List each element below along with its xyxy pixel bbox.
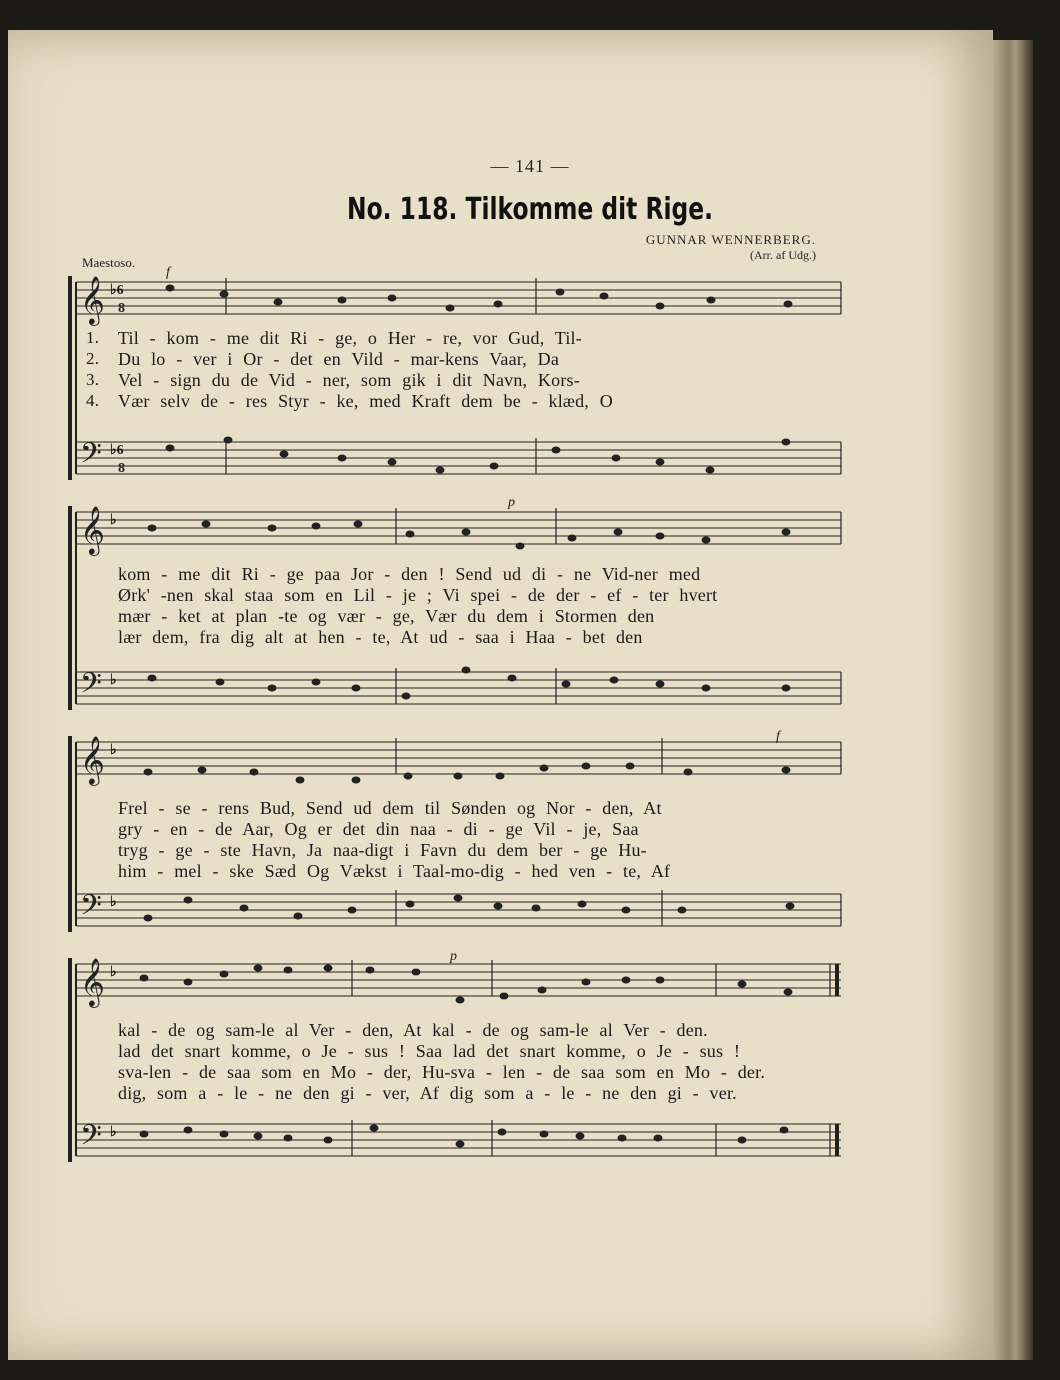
treble-clef-icon: 𝄞 (80, 738, 105, 784)
svg-text:♭: ♭ (110, 673, 117, 688)
hymn-title: No. 118. Tilkomme dit Rige. (346, 192, 714, 227)
svg-text:♭: ♭ (110, 1125, 117, 1140)
bass-staff-1 (76, 442, 841, 474)
bass-clef-icon: 𝄢 (80, 439, 102, 476)
svg-text:♭: ♭ (110, 965, 117, 980)
svg-text:♭: ♭ (110, 513, 117, 528)
tempo-marking: Maestoso. (82, 255, 136, 270)
lyric-line: 2. Du lo - ver i Or - det en Vild - mar-kens Vaar, Da (86, 349, 560, 369)
treble-clef-icon: 𝄞 (80, 508, 105, 554)
svg-text:p: p (508, 495, 515, 510)
bass-clef-icon: 𝄢 (80, 1121, 102, 1158)
svg-text:f: f (166, 265, 170, 280)
lyric-line: mær - ket at plan -te og vær - ge, Vær du dem i Stormen den (118, 606, 655, 626)
lyric-line: Frel - se - rens Bud, Send ud dem til Sønden og Nor - den, At (118, 798, 662, 818)
svg-text:♭: ♭ (110, 743, 117, 758)
lyric-line: tryg - ge - ste Havn, Ja naa-digt i Favn du dem ber - ge Hu- (118, 840, 647, 860)
lyric-line: sva-len - de saa som en Mo - der, Hu-sva - len - de saa som en Mo - der. (118, 1062, 766, 1082)
svg-text:p: p (450, 949, 457, 964)
lyrics-block-3 (100, 798, 820, 882)
lyrics-block-2 (100, 564, 820, 648)
lyric-line: dig, som a - le - ne den gi - ver, Af dig som a - le - ne den gi - ver. (118, 1083, 737, 1103)
page-number: — 141 — (490, 156, 570, 176)
lyric-line: Ørk' -nen skal staa som en Lil - je ; Vi spei - de der - ef - ter hvert (118, 585, 718, 605)
page-edge (993, 40, 1033, 1360)
lyric-line: kal - de og sam-le al Ver - den, At kal - de og sam-le al Ver - den. (118, 1020, 708, 1040)
lyrics-block-1 (86, 328, 820, 412)
lyric-line: gry - en - de Aar, Og er det din naa - di - ge Vil - je, Saa (118, 819, 639, 839)
treble-clef-icon: 𝄞 (80, 278, 105, 324)
svg-text:8: 8 (118, 301, 125, 316)
lyric-line: him - mel - ske Sæd Og Vækst i Taal-mo-dig - hed ven - te, Af (118, 861, 671, 881)
lyric-line: kom - me dit Ri - ge paa Jor - den ! Send ud di - ne Vid-ner med (118, 564, 701, 584)
bass-clef-icon: 𝄢 (80, 669, 102, 706)
bass-clef-icon: 𝄢 (80, 891, 102, 928)
svg-text:♭: ♭ (110, 895, 117, 910)
treble-staff-1 (76, 282, 841, 314)
svg-text:8: 8 (118, 461, 125, 476)
lyric-line: lær dem, fra dig alt at hen - te, At ud - saa i Haa - bet den (118, 627, 643, 647)
svg-text:f: f (776, 729, 780, 744)
lyric-line: lad det snart komme, o Je - sus ! Saa lad det snart komme, o Je - sus ! (118, 1041, 741, 1061)
arranger: (Arr. af Udg.) (750, 248, 816, 262)
treble-clef-icon: 𝄞 (80, 960, 105, 1006)
final-barline (830, 964, 837, 1156)
svg-text:♭6: ♭6 (110, 443, 124, 458)
lyric-line: 3. Vel - sign du de Vid - ner, som gik i dit Navn, Kors- (86, 370, 580, 390)
svg-text:♭6: ♭6 (110, 283, 124, 298)
composer: GUNNAR WENNERBERG. (645, 232, 816, 247)
lyrics-block-4 (100, 1020, 820, 1104)
lyric-line: 4. Vær selv de - res Styr - ke, med Kraft dem be - klæd, O (86, 391, 613, 411)
lyric-line: 1. Til - kom - me dit Ri - ge, o Her - re, vor Gud, Til- (86, 328, 582, 348)
